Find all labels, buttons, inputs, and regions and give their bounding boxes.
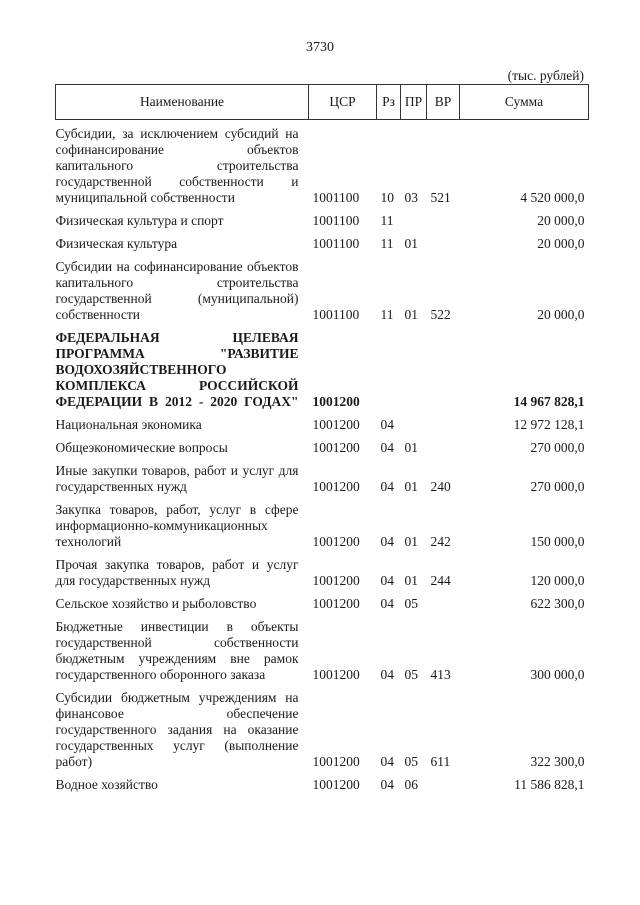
row-csr: 1001200 [312,440,360,455]
row-name: Физическая культура [55,236,178,251]
row-sum: 270 000,0 [530,479,585,494]
table-row [56,612,589,683]
row-pr: 01 [404,236,418,251]
row-csr: 1001100 [312,236,360,251]
table-row [56,495,589,550]
row-sum: 270 000,0 [530,440,585,455]
table-row [56,120,589,207]
row-vr [427,770,460,793]
table-row [56,323,589,410]
header-rz: Рз [377,85,401,120]
table-row [56,229,589,252]
row-name: Водное хозяйство [55,777,158,792]
table-row [56,252,589,323]
row-sum: 300 000,0 [530,667,585,682]
row-name: Сельское хозяйство и рыболовство [55,596,257,611]
row-sum: 20 000,0 [537,236,585,251]
row-csr: 1001100 [312,213,360,228]
row-sum: 4 520 000,0 [520,190,585,205]
header-vr: ВР [427,85,460,120]
row-csr: 1001200 [312,479,360,494]
row-sum: 120 000,0 [530,573,585,588]
row-rz: 04 [380,754,394,769]
table-row [56,433,589,456]
row-sum: 322 300,0 [530,754,585,769]
row-rz: 04 [380,534,394,549]
header-name: Наименование [56,85,309,120]
budget-table [55,84,589,793]
row-vr: 240 [430,479,451,494]
header-csr: ЦСР [309,85,377,120]
row-pr: 01 [404,307,418,322]
table-row [56,770,589,793]
row-vr: 242 [430,534,451,549]
page-number: 3730 [306,40,334,55]
row-name: Субсидии на софинансирование объектов капитального строительства государственной (муниципальной) собственности [55,259,299,322]
row-rz: 04 [380,440,394,455]
row-sum: 150 000,0 [530,534,585,549]
header-pr: ПР [401,85,427,120]
row-sum: 20 000,0 [537,213,585,228]
row-pr: 05 [404,596,418,611]
row-rz: 04 [380,573,394,588]
row-pr: 01 [404,534,418,549]
units-label: (тыс. рублей) [507,68,584,83]
row-name: ФЕДЕРАЛЬНАЯ ЦЕЛЕВАЯ ПРОГРАММА "РАЗВИТИЕ ВОДОХОЗЯЙСТВЕННОГО КОМПЛЕКСА РОССИЙСКОЙ ФЕДЕРАЦИИ В 2012 - 2020 ГОДАХ" [55,330,299,409]
row-vr: 522 [430,307,451,322]
row-sum: 622 300,0 [530,596,585,611]
row-csr: 1001200 [312,754,360,769]
row-pr: 05 [404,754,418,769]
row-csr: 1001200 [312,596,360,611]
row-name: Субсидии, за исключением субсидий на софинансирование объектов капитального строительства государственной собственности и муниципальной собственности [55,126,299,205]
row-csr: 1001200 [312,534,360,549]
table-row [56,456,589,495]
row-csr: 1001200 [312,573,360,588]
row-name: Общеэкономические вопросы [55,440,228,455]
row-csr: 1001100 [312,307,360,322]
row-rz: 04 [380,479,394,494]
row-vr [427,410,460,433]
row-pr: 01 [404,573,418,588]
row-rz: 04 [380,667,394,682]
row-vr [427,229,460,252]
row-rz: 11 [380,213,394,228]
row-sum: 11 586 828,1 [514,777,585,792]
row-name: Закупка товаров, работ, услуг в сфере информационно-коммуникационных технологий [55,502,299,549]
row-pr: 06 [404,777,418,792]
row-vr [427,323,460,410]
row-rz: 04 [380,777,394,792]
header-sum: Сумма [460,85,589,120]
row-vr [427,433,460,456]
row-vr: 521 [430,190,451,205]
row-rz: 11 [380,307,394,322]
row-csr: 1001200 [312,417,360,432]
row-pr [401,323,427,410]
row-name: Физическая культура и спорт [55,213,224,228]
row-pr [401,206,427,229]
row-csr: 1001200 [312,667,360,682]
row-name: Иные закупки товаров, работ и услуг для государственных нужд [55,463,299,494]
row-name: Национальная экономика [55,417,202,432]
table-row [56,410,589,433]
row-rz: 04 [380,417,394,432]
row-pr: 01 [404,479,418,494]
row-name: Прочая закупка товаров, работ и услуг для государственных нужд [55,557,299,588]
row-sum: 12 972 128,1 [513,417,585,432]
table-row [56,683,589,770]
row-csr: 1001200 [312,777,360,792]
row-csr: 1001100 [312,190,360,205]
row-pr [401,410,427,433]
row-rz: 04 [380,596,394,611]
row-sum: 14 967 828,1 [513,394,585,409]
row-vr [427,589,460,612]
row-pr: 03 [404,190,418,205]
table-row [56,589,589,612]
table-header [56,85,589,120]
row-rz: 10 [380,190,394,205]
row-vr [427,206,460,229]
row-rz [377,323,401,410]
row-vr: 611 [430,754,451,769]
row-rz: 11 [380,236,394,251]
table-body [56,120,589,794]
row-pr: 01 [404,440,418,455]
row-vr: 413 [430,667,451,682]
table-row [56,206,589,229]
row-csr: 1001200 [312,394,360,409]
table-row [56,550,589,589]
row-name: Бюджетные инвестиции в объекты государственной собственности бюджетным учреждениям вне рамок государственного оборонного заказа [55,619,299,682]
row-name: Субсидии бюджетным учреждениям на финансовое обеспечение государственного задания на оказание государственных услуг (выполнение работ) [55,690,299,769]
row-sum: 20 000,0 [537,307,585,322]
row-pr: 05 [404,667,418,682]
row-vr: 244 [430,573,451,588]
